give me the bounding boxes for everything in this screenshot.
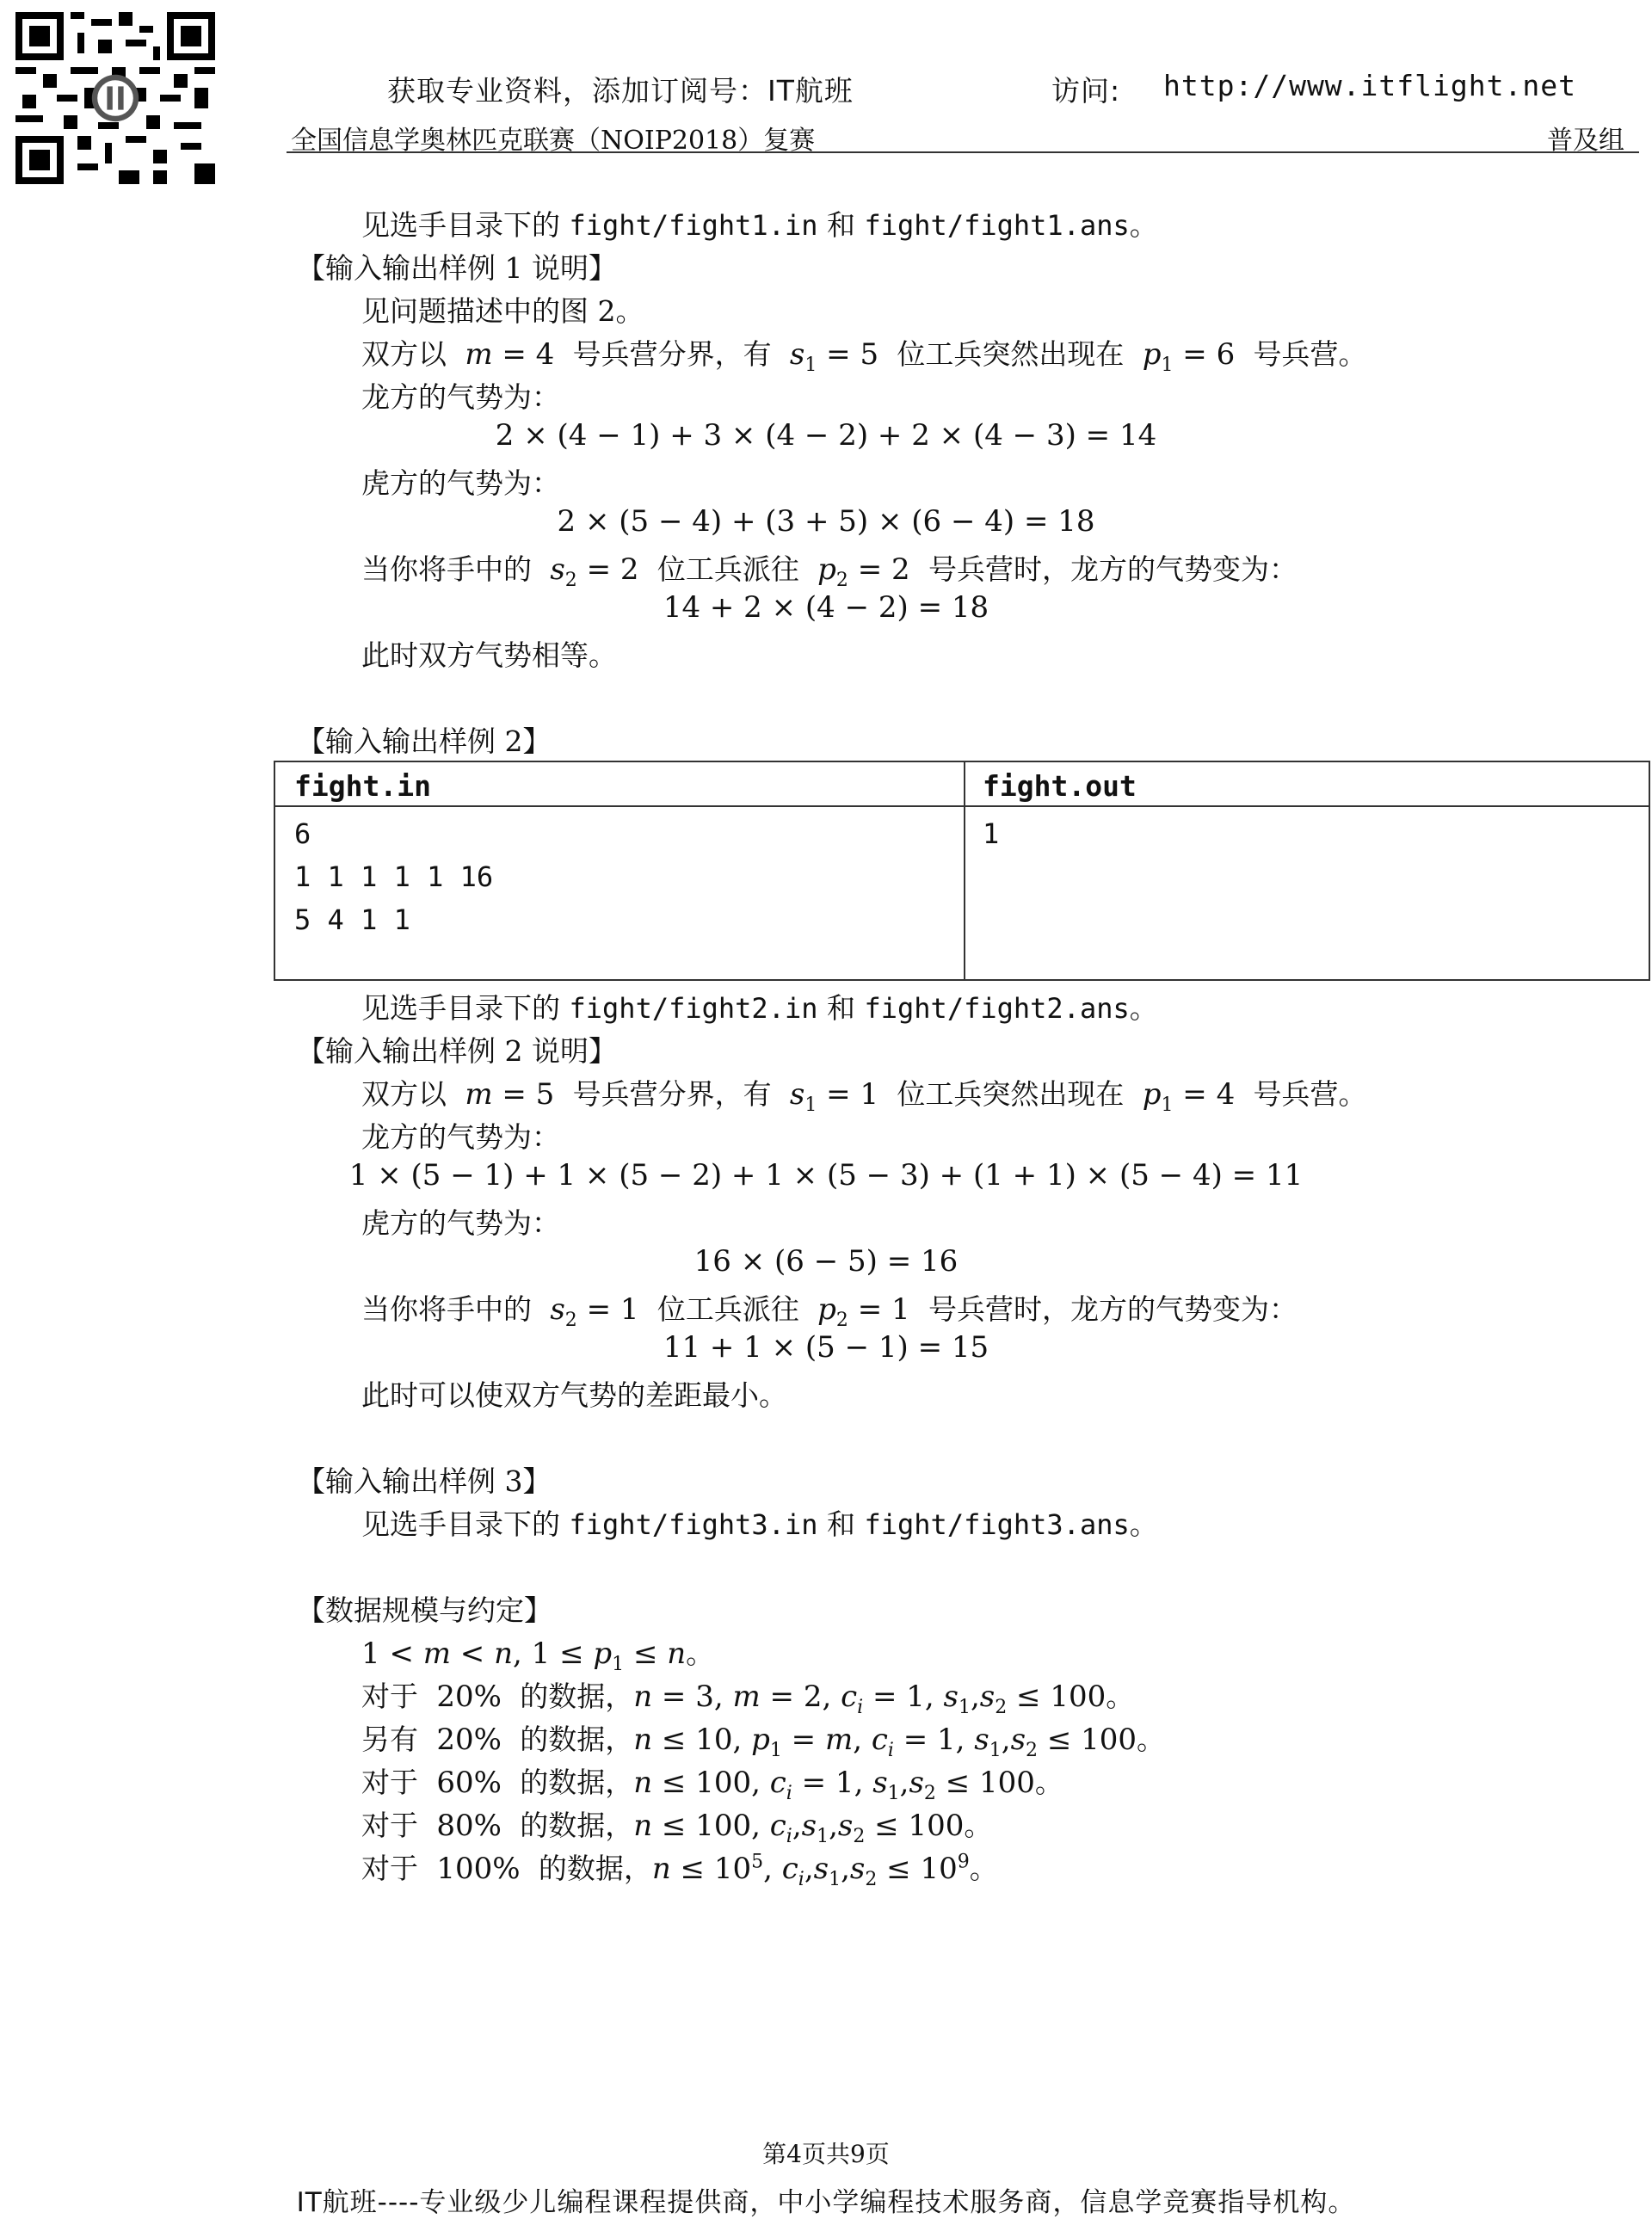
constraints-title: 【数据规模与约定】 (297, 1593, 552, 1627)
sample1-eq3: 14 + 2 × (4 − 2) = 18 (663, 590, 989, 625)
sample2-title: 【输入输出样例 2】 (297, 724, 552, 758)
sample1-line2: 双方以 m = 4 号兵营分界，有 $s_1 = 5$ 位工兵突然出现在 $p_1 = 6$ 号兵营。 (361, 337, 1367, 376)
sample1-explain-title: 【输入输出样例 1 说明】 (297, 251, 617, 285)
sample3-title: 【输入输出样例 3】 (297, 1464, 552, 1498)
footer-banner: IT航班----专业级少儿编程课程提供商，中小学编程技术服务商，信息学竞赛指导机构。 (296, 2187, 1356, 2218)
sample3-ref: 见选手目录下的 fight/fight3.in 和 fight/fight3.ans。 (361, 1507, 1158, 1541)
table-header-out: fight.out (983, 769, 1137, 803)
qr-code-icon (15, 12, 215, 184)
sample2-tiger-label: 虎方的气势为： (361, 1206, 560, 1240)
table-cell: 5 4 1 1 (294, 903, 410, 936)
table-header-in: fight.in (294, 769, 431, 803)
sample1-eq1: 2 × (4 − 1) + 3 × (4 − 2) + 2 × (4 − 3) = 14 (495, 418, 1157, 453)
sample2-line4: 当你将手中的 $s_2 = 1$ 位工兵派往 $p_2 = 1$ 号兵营时，龙方的气势变为： (361, 1292, 1298, 1331)
visit-label: 访问: (1051, 74, 1121, 108)
sample2-dragon-label: 龙方的气势为： (361, 1120, 560, 1154)
contest-title: 全国信息学奥林匹克联赛（NOIP2018）复赛 (291, 126, 816, 156)
sample1-line1: 见问题描述中的图 2。 (361, 294, 644, 328)
constraint-row: 对于 100% 的数据，$n \le 10^5$, $c_i,s_1,s_2 \le 10^9$。 (361, 1851, 998, 1890)
constraint-range: 1 < m < n, $1 \le p_1 \le n$。 (361, 1637, 715, 1675)
sample1-line5: 当你将手中的 $s_2 = 2$ 位工兵派往 $p_2 = 2$ 号兵营时，龙方的气势变为： (361, 552, 1298, 591)
table-cell: 6 (294, 817, 311, 850)
constraint-row: 对于 80% 的数据，n ≤ 100, $c_i,s_1,s_2 \le 100$。 (361, 1809, 993, 1847)
header-divider (287, 151, 1639, 153)
sample1-tiger-label: 虎方的气势为： (361, 466, 560, 500)
constraint-row: 对于 60% 的数据，n ≤ 100, $c_i = 1$, $s_1,s_2 \le 100$。 (361, 1766, 1063, 1804)
promo-text: 获取专业资料，添加订阅号：IT航班 (387, 74, 854, 108)
constraint-row: 另有 20% 的数据，n ≤ 10, $p_1 = m$, $c_i = 1$, $s_1,s_2 \le 100$。 (361, 1723, 1166, 1761)
sample1-ref: 见选手目录下的 fight/fight1.in 和 fight/fight1.ans。 (361, 208, 1158, 242)
sample2-table (274, 761, 1650, 981)
site-url[interactable]: http://www.itflight.net (1163, 69, 1576, 102)
sample1-eq2: 2 × (5 − 4) + (3 + 5) × (6 − 4) = 18 (557, 504, 1095, 539)
sample2-eq2: 16 × (6 − 5) = 16 (693, 1244, 959, 1279)
table-col-output (964, 762, 1649, 979)
sample2-explain-title: 【输入输出样例 2 说明】 (297, 1034, 617, 1068)
table-col-input (275, 762, 965, 979)
sample1-line6: 此时双方气势相等。 (361, 638, 617, 672)
sample1-dragon-label: 龙方的气势为： (361, 380, 560, 414)
sample2-line1: 双方以 m = 5 号兵营分界，有 $s_1 = 1$ 位工兵突然出现在 $p_1 = 4$ 号兵营。 (361, 1077, 1367, 1116)
sample2-ref: 见选手目录下的 fight/fight2.in 和 fight/fight2.ans。 (361, 991, 1158, 1025)
table-cell: 1 1 1 1 1 16 (294, 860, 494, 893)
constraint-row: 对于 20% 的数据，n = 3, m = 2, $c_i = 1$, $s_1,s_2 \le 100$。 (361, 1680, 1135, 1718)
table-cell: 1 (983, 817, 1000, 850)
sample2-eq1: 1 × (5 − 1) + 1 × (5 − 2) + 1 × (5 − 3) + (1 + 1) × (5 − 4) = 11 (348, 1158, 1304, 1193)
page-number: 第4页共9页 (762, 2140, 890, 2168)
sample2-eq3: 11 + 1 × (5 − 1) = 15 (663, 1330, 989, 1365)
sample2-line5: 此时可以使双方气势的差距最小。 (361, 1378, 787, 1412)
group-label: 普及组 (1547, 126, 1624, 156)
